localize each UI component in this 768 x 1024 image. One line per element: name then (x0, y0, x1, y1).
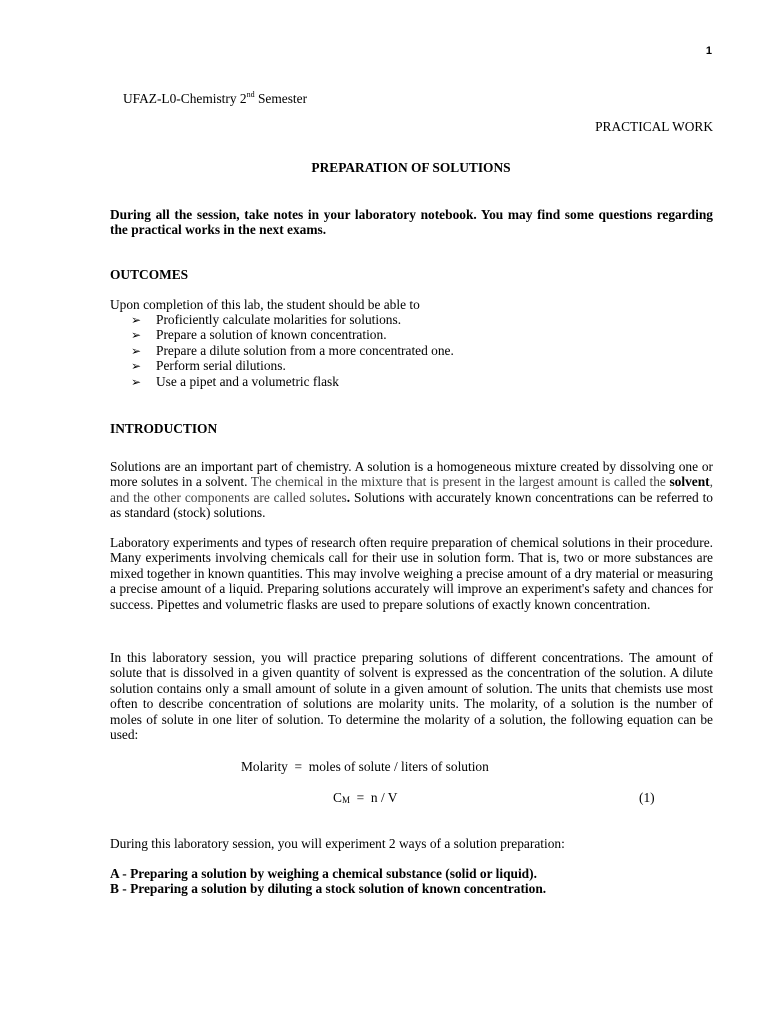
notice-paragraph: During all the session, take notes in your laboratory notebook. You may find some questions regarding the practical works in the next exams. (110, 207, 713, 238)
course-suffix: Semester (254, 91, 308, 106)
list-item-text: Proficiently calculate molarities for solutions. (156, 312, 402, 327)
equation-number: (1) (639, 790, 655, 805)
list-item-text: Prepare a solution of known concentration. (156, 327, 387, 343)
text-run: , and the other components are called solutes (110, 474, 713, 505)
cm-subscript: M (341, 795, 350, 805)
introduction-heading: INTRODUCTION (110, 421, 218, 436)
text-run: Solutions are an important part of chemistry. A solution is a homogeneous mixture created by dissolving one or more solutes in a solvent. (110, 459, 713, 490)
intro-paragraph-3: In this laboratory session, you will practice preparing solutions of different concentrations. The amount of solute that is dissolved in a given quantity of solvent is expressed as the concentration of the solution. A dilute solution contains only a small amount of solute in a given amount of solution. The units that chemists use most often to describe concentration of solutions are molarity units. The molarity, of a solution is the number of moles of solute in one liter of solution. To determine the molarity of a solution, the following equation can be used: (110, 650, 713, 743)
list-item (131, 312, 454, 327)
arrow-bullet-icon: ➢ (131, 328, 142, 343)
cm-expression: = n / V (349, 790, 398, 805)
cm-symbol: C (333, 790, 342, 805)
intro-paragraph-2: Laboratory experiments and types of research often require preparation of chemical solutions in their procedure. Many experiments involving chemicals call for their use in solution form. That is, two or more substances are mixed together in known quantities. This may involve weighing a precise amount of a dry material or measuring a precise amount of a liquid. Preparing solutions accurately will improve an experiment's safety and chances for success. Pipettes and volumetric flasks are used to prepare solutions of exactly known concentration. (110, 535, 713, 612)
page-number: 1 (705, 45, 712, 57)
text-run: The chemical in the mixture that is present in the largest amount is called the (250, 474, 670, 490)
solvent-term: solvent (669, 474, 710, 490)
ways-lead: During this laboratory session, you will experiment 2 ways of a solution preparation: (110, 836, 565, 851)
way-b: B - Preparing a solution by diluting a stock solution of known concentration. (110, 881, 547, 896)
page-title: PREPARATION OF SOLUTIONS (311, 160, 511, 175)
molarity-equation: Molarity = moles of solute / liters of solution (241, 759, 489, 774)
course-sup: nd (246, 89, 255, 99)
list-item (131, 374, 454, 389)
arrow-bullet-icon: ➢ (131, 343, 142, 358)
course-prefix: UFAZ-L0-Chemistry 2 (123, 91, 247, 106)
cm-equation (333, 790, 397, 807)
arrow-bullet-icon: ➢ (131, 374, 142, 389)
list-item (131, 327, 454, 342)
outcomes-lead: Upon completion of this lab, the student should be able to (110, 297, 420, 312)
list-item-text: Prepare a dilute solution from a more concentrated one. (156, 342, 454, 358)
outcomes-heading: OUTCOMES (110, 267, 189, 282)
way-a: A - Preparing a solution by weighing a chemical substance (solid or liquid). (110, 866, 537, 881)
arrow-bullet-icon: ➢ (131, 313, 142, 327)
course-label (123, 91, 307, 106)
intro-paragraph-1 (110, 459, 713, 521)
list-item (131, 358, 454, 373)
list-item (131, 343, 454, 358)
outcomes-list (131, 312, 454, 389)
text-run: Solutions with accurately known concentrations can be referred to as standard (stock) solutions. (110, 489, 713, 521)
arrow-bullet-icon: ➢ (131, 359, 142, 374)
practical-work-label: PRACTICAL WORK (595, 119, 713, 134)
list-item-text: Use a pipet and a volumetric flask (156, 373, 339, 389)
text-run: . (346, 489, 351, 505)
list-item-text: Perform serial dilutions. (156, 358, 286, 374)
